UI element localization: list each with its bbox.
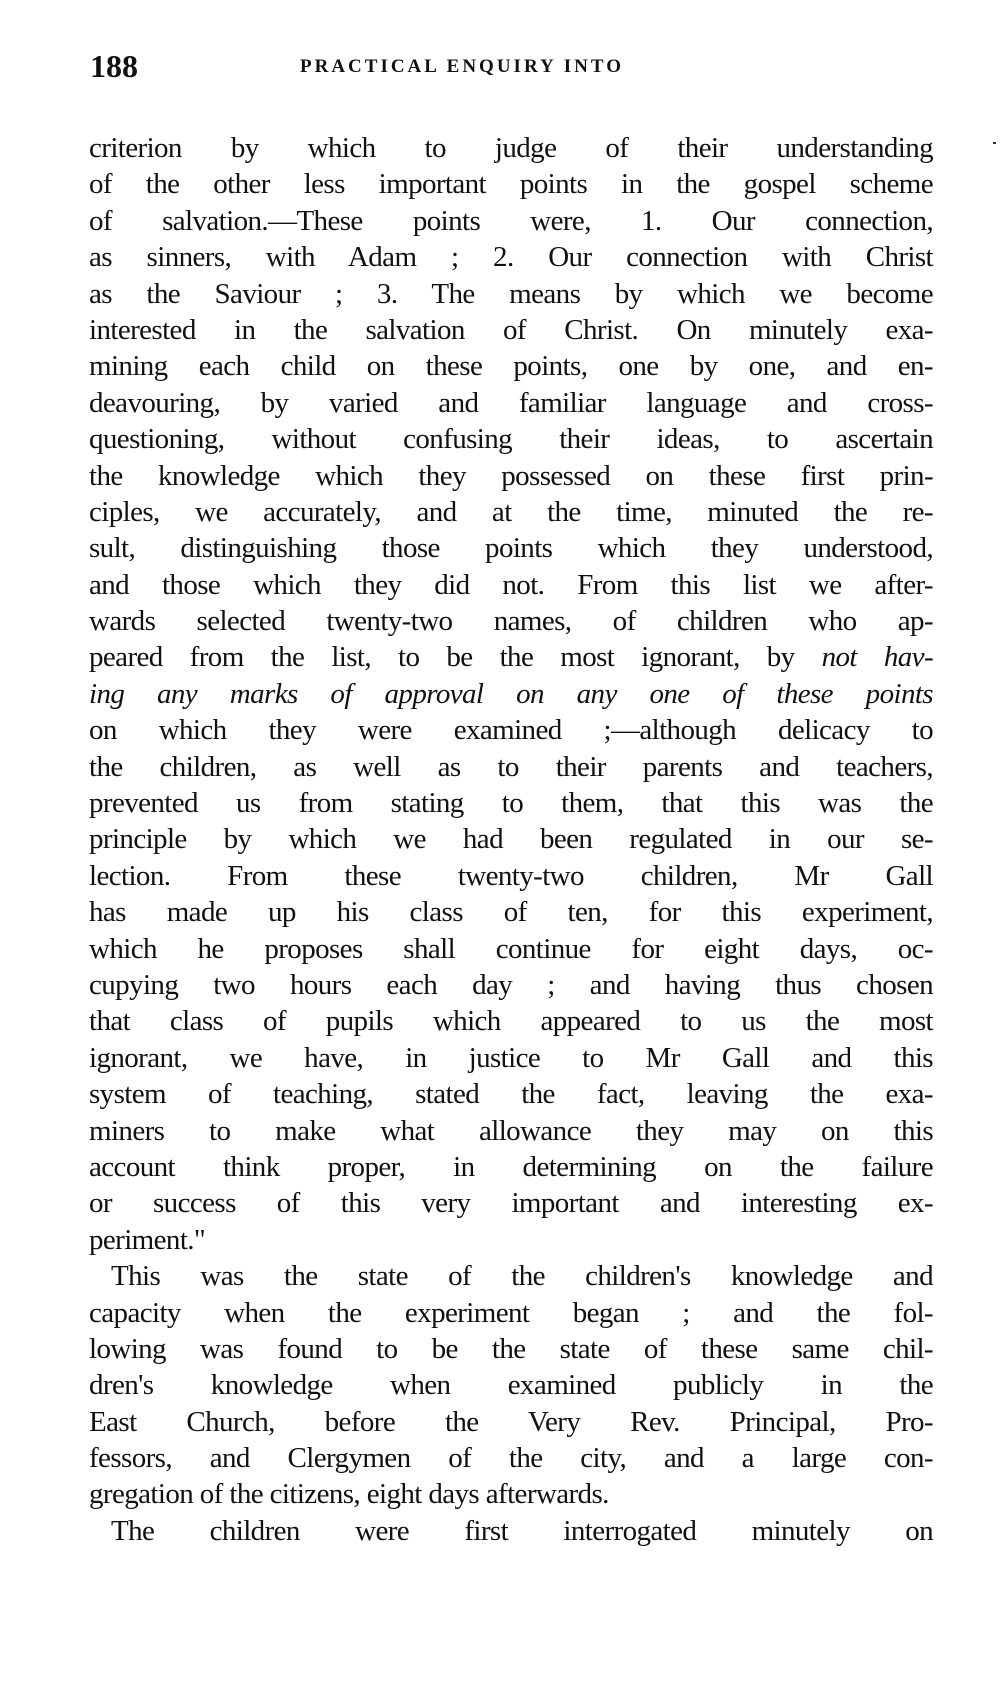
text-line [89, 785, 933, 821]
text-line-roman: lowing was found to be the state of these same chil- [89, 1332, 933, 1365]
body-text [89, 130, 933, 1549]
text-line-roman: This was the state of the children's knowledge and [111, 1260, 933, 1293]
text-line [89, 458, 933, 494]
text-line-roman: interested in the salvation of Christ. On minutely exa- [89, 313, 933, 346]
text-line [89, 239, 933, 275]
text-line [89, 1476, 933, 1512]
text-line-roman: that class of pupils which appeared to us the most [89, 1005, 933, 1038]
text-line [89, 1295, 933, 1331]
text-line [89, 1185, 933, 1221]
text-line-roman: gregation of the citizens, eight days afterwards. [89, 1478, 609, 1511]
text-line-roman: or success of this very important and interesting ex- [89, 1187, 933, 1220]
text-line-roman: the children, as well as to their parents and teachers, [89, 750, 933, 783]
text-line-roman: peared from the list, to be the most ignorant, by [89, 641, 822, 674]
text-line-roman: fessors, and Clergymen of the city, and a large con- [89, 1442, 933, 1475]
text-line [89, 931, 933, 967]
text-line [89, 821, 933, 857]
text-line [89, 166, 933, 202]
text-line [89, 1367, 933, 1403]
text-line-roman: and those which they did not. From this list we after- [89, 568, 933, 601]
text-line [89, 1331, 933, 1367]
text-line [89, 385, 933, 421]
text-line-roman: the knowledge which they possessed on these first prin- [89, 459, 933, 492]
text-line-roman: ciples, we accurately, and at the time, minuted the re- [89, 495, 933, 528]
text-line-roman: questioning, without confusing their ideas, to ascertain [89, 423, 933, 456]
text-line [89, 567, 933, 603]
text-line [89, 1404, 933, 1440]
text-line [89, 1513, 933, 1549]
text-line-roman: has made up his class of ten, for this experiment, [89, 896, 933, 929]
text-line-roman: which he proposes shall continue for eight days, oc- [89, 932, 933, 965]
text-line-roman: on which they were examined ;—although delicacy to [89, 714, 933, 747]
text-line-italic: not hav- [821, 641, 933, 674]
text-line [89, 967, 933, 1003]
page-header [90, 48, 930, 88]
text-line-roman: as sinners, with Adam ; 2. Our connection with Christ [89, 241, 933, 274]
text-line-roman: account think proper, in determining on the failure [89, 1150, 933, 1183]
text-line [89, 1440, 933, 1476]
text-line [89, 1222, 933, 1258]
page-number: 188 [90, 48, 138, 84]
text-line-roman: wards selected twenty-two names, of children who ap- [89, 605, 933, 638]
text-line-roman: deavouring, by varied and familiar language and cross- [89, 386, 933, 419]
text-line [89, 1076, 933, 1112]
text-line [89, 348, 933, 384]
text-line [89, 1258, 933, 1294]
text-line [89, 676, 933, 712]
text-line-roman: prevented us from stating to them, that this was the [89, 787, 933, 820]
text-line-roman: dren's knowledge when examined publicly in the [89, 1369, 933, 1402]
text-line [89, 1113, 933, 1149]
text-line [89, 858, 933, 894]
text-line [89, 421, 933, 457]
text-line-roman: ignorant, we have, in justice to Mr Gall and this [89, 1041, 933, 1074]
text-line-roman: East Church, before the Very Rev. Principal, Pro- [89, 1405, 933, 1438]
text-line-italic: ing any marks of approval on any one of these points [89, 677, 933, 710]
text-line-roman: system of teaching, stated the fact, leaving the exa- [89, 1078, 933, 1111]
text-line-roman: of salvation.—These points were, 1. Our connection, [89, 204, 933, 237]
text-line [89, 203, 933, 239]
text-line-roman: lection. From these twenty-two children, Mr Gall [89, 859, 933, 892]
text-line-roman: The children were first interrogated minutely on [111, 1514, 933, 1547]
text-line [89, 749, 933, 785]
text-line [89, 894, 933, 930]
text-line-roman: principle by which we had been regulated in our se- [89, 823, 933, 856]
text-line [89, 639, 933, 675]
scan-mark [993, 142, 996, 144]
text-line-roman: miners to make what allowance they may on this [89, 1114, 933, 1147]
text-line [89, 130, 933, 166]
text-line-roman: of the other less important points in the gospel scheme [89, 168, 933, 201]
text-line [89, 276, 933, 312]
text-line [89, 712, 933, 748]
text-line [89, 1003, 933, 1039]
text-line-roman: periment." [89, 1223, 206, 1256]
text-line [89, 1149, 933, 1185]
text-line [89, 494, 933, 530]
text-line-roman: sult, distinguishing those points which they understood, [89, 532, 933, 565]
text-line [89, 603, 933, 639]
text-line-roman: criterion by which to judge of their understanding [89, 132, 933, 164]
text-line-roman: cupying two hours each day ; and having thus chosen [89, 968, 933, 1001]
running-title: PRACTICAL ENQUIRY INTO [300, 56, 624, 77]
text-line [89, 1040, 933, 1076]
text-line-roman: capacity when the experiment began ; and the fol- [89, 1296, 933, 1329]
text-line-roman: as the Saviour ; 3. The means by which we become [89, 277, 933, 310]
text-line [89, 312, 933, 348]
text-line [89, 530, 933, 566]
text-line-roman: mining each child on these points, one by one, and en- [89, 350, 933, 383]
